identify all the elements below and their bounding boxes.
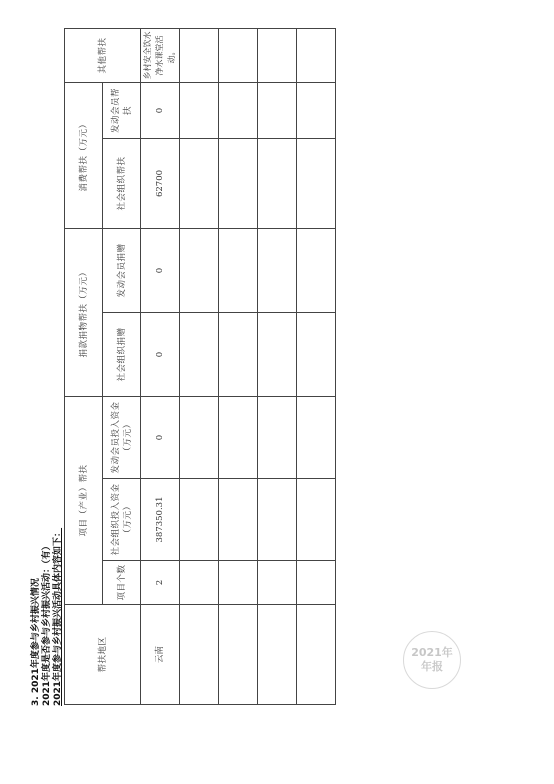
- empty-cell: [258, 28, 297, 82]
- header-project-group: 项目（产业）帮扶: [65, 397, 103, 605]
- cell-donation-member: 0: [141, 228, 180, 312]
- empty-cell: [219, 479, 258, 561]
- empty-cell: [219, 605, 258, 705]
- header-donation-group: 捐款捐物帮扶（万元）: [65, 228, 103, 396]
- empty-cell: [219, 397, 258, 479]
- cell-project-org-funds: 387350.31: [141, 479, 180, 561]
- empty-cell: [297, 28, 336, 82]
- empty-cell: [180, 313, 219, 397]
- empty-cell: [297, 82, 336, 138]
- header-other: 其他帮扶: [65, 28, 141, 82]
- empty-cell: [258, 605, 297, 705]
- cell-region: 云南: [141, 605, 180, 705]
- stamp-label: 年报: [421, 660, 443, 673]
- cell-project-count: 2: [141, 561, 180, 605]
- empty-cell: [258, 82, 297, 138]
- empty-cell: [180, 561, 219, 605]
- empty-cell: [180, 138, 219, 228]
- empty-cell: [258, 479, 297, 561]
- empty-cell: [180, 228, 219, 312]
- cell-consumption-org: 62700: [141, 138, 180, 228]
- cell-consumption-member: 0: [141, 82, 180, 138]
- header-consumption-member: 发动会员帮扶: [103, 82, 141, 138]
- header-project-org-funds: 社会组织投入资金（万元）: [103, 479, 141, 561]
- empty-table-row: [180, 28, 219, 704]
- empty-cell: [297, 313, 336, 397]
- empty-cell: [297, 605, 336, 705]
- empty-cell: [219, 561, 258, 605]
- empty-cell: [180, 605, 219, 705]
- header-donation-org: 社会组织捐赠: [103, 313, 141, 397]
- empty-cell: [219, 138, 258, 228]
- rural-revitalization-table: [64, 28, 336, 705]
- empty-cell: [219, 28, 258, 82]
- empty-cell: [258, 561, 297, 605]
- cell-donation-org: 0: [141, 313, 180, 397]
- empty-cell: [180, 28, 219, 82]
- details-intro: 2021年度参与乡村振兴活动具体内容如下：: [53, 527, 63, 706]
- empty-cell: [297, 138, 336, 228]
- empty-cell: [258, 138, 297, 228]
- empty-table-row: [258, 28, 297, 704]
- header-row-1: [65, 28, 103, 704]
- stamp-year: 2021年: [411, 646, 453, 659]
- empty-table-row: [219, 28, 258, 704]
- annual-report-stamp: [403, 631, 461, 689]
- empty-cell: [180, 479, 219, 561]
- header-project-count: 项目个数: [103, 561, 141, 605]
- header-donation-member: 发动会员捐赠: [103, 228, 141, 312]
- header-consumption-group: 消费帮扶（万元）: [65, 82, 103, 228]
- empty-cell: [297, 228, 336, 312]
- participation-line: 2021年度是否参与乡村振兴活动：（有）: [42, 541, 52, 706]
- empty-cell: [258, 228, 297, 312]
- header-row-2: [103, 28, 141, 704]
- empty-cell: [297, 397, 336, 479]
- empty-cell: [219, 82, 258, 138]
- cell-project-member-funds: 0: [141, 397, 180, 479]
- empty-cell: [297, 561, 336, 605]
- header-project-member-funds: 发动会员投入资金（万元）: [103, 397, 141, 479]
- empty-cell: [258, 397, 297, 479]
- header-consumption-org: 社会组织帮扶: [103, 138, 141, 228]
- table-row: [141, 28, 180, 704]
- empty-cell: [297, 479, 336, 561]
- empty-cell: [180, 82, 219, 138]
- empty-cell: [258, 313, 297, 397]
- empty-cell: [180, 397, 219, 479]
- cell-other: 乡村安全饮水净水课堂活动。: [141, 28, 180, 82]
- empty-cell: [219, 313, 258, 397]
- empty-table-row: [297, 28, 336, 704]
- section-heading: 3. 2021年度参与乡村振兴情况: [31, 578, 41, 706]
- header-region: 帮扶地区: [65, 605, 141, 705]
- empty-cell: [219, 228, 258, 312]
